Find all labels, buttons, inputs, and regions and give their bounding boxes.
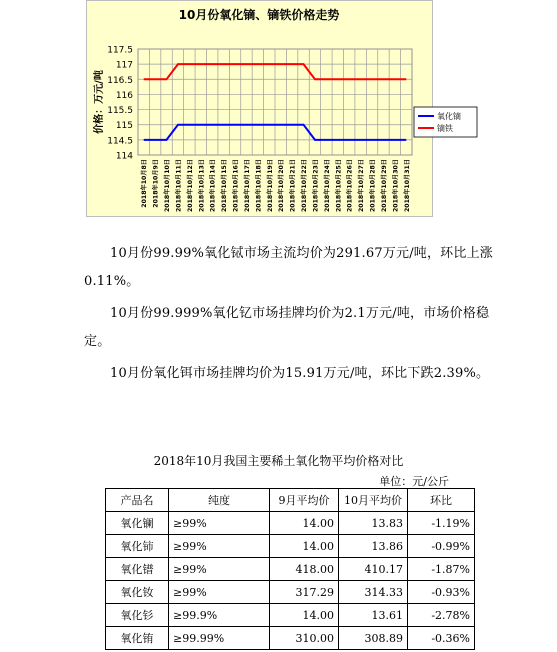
x-tick-label: 2018年10月22日 xyxy=(301,159,309,213)
x-tick-label: 2018年10月19日 xyxy=(266,159,274,213)
table-cell: -1.19% xyxy=(408,512,475,535)
table-cell: 氧化镧 xyxy=(106,512,169,535)
x-tick-label: 2018年10月30日 xyxy=(392,159,400,213)
table-row xyxy=(106,581,475,604)
x-tick-label: 2018年10月13日 xyxy=(198,159,206,213)
header-sept-price: 9月平均价 xyxy=(270,489,339,512)
table-cell: ≥99.99% xyxy=(169,627,270,650)
y-tick-label: 117 xyxy=(115,60,133,71)
table-cell: -0.93% xyxy=(408,581,475,604)
x-tick-label: 2018年10月14日 xyxy=(209,159,217,213)
table-cell: 氧化钐 xyxy=(106,604,169,627)
x-tick-label: 2018年10月9日 xyxy=(152,159,160,208)
x-tick-label: 2018年10月11日 xyxy=(175,159,183,213)
y-tick-label: 117.5 xyxy=(107,45,133,56)
y-tick-label: 116.5 xyxy=(107,75,133,86)
paragraph-yttrium xyxy=(84,300,494,356)
header-oct-price: 10月平均价 xyxy=(339,489,408,512)
table-cell: -2.78% xyxy=(408,604,475,627)
paragraph-terbium xyxy=(84,240,494,296)
table-unit: 单位：元/公斤 xyxy=(379,475,449,488)
x-tick-label: 2018年10月8日 xyxy=(141,159,149,208)
table-cell: 氧化钕 xyxy=(106,581,169,604)
y-tick-label: 115 xyxy=(115,121,133,132)
x-tick-label: 2018年10月20日 xyxy=(278,159,286,213)
x-tick-label: 2018年10月23日 xyxy=(312,159,320,213)
x-tick-label: 2018年10月28日 xyxy=(369,159,377,213)
paragraph-text: 10月份99.99%氧化铽市场主流均价为291.67万元/吨，环比上涨0.11%。 xyxy=(84,246,493,289)
y-tick-label: 114 xyxy=(115,151,133,162)
x-tick-label: 2018年10月12日 xyxy=(186,159,194,213)
table-cell: -0.99% xyxy=(408,535,475,558)
x-tick-label: 2018年10月29日 xyxy=(380,159,388,213)
header-purity: 纯度 xyxy=(169,489,270,512)
table-cell: 410.17 xyxy=(339,558,408,581)
table-cell: ≥99% xyxy=(169,512,270,535)
x-tick-label: 2018年10月17日 xyxy=(243,159,251,213)
legend-label: 氧化镝 xyxy=(437,112,461,121)
table-title: 2018年10月我国主要稀土氧化物平均价格对比 xyxy=(153,454,404,468)
price-trend-chart xyxy=(86,0,461,217)
x-tick-label: 2018年10月16日 xyxy=(232,159,240,213)
table-header-row xyxy=(106,489,475,512)
table-cell: 418.00 xyxy=(270,558,339,581)
x-tick-label: 2018年10月31日 xyxy=(403,159,411,213)
x-tick-label: 2018年10月18日 xyxy=(255,159,263,213)
x-tick-label: 2018年10月27日 xyxy=(358,159,366,213)
table-row xyxy=(106,627,475,650)
table-cell: 14.00 xyxy=(270,604,339,627)
x-tick-label: 2018年10月25日 xyxy=(335,159,343,213)
table-cell: 13.83 xyxy=(339,512,408,535)
y-tick-label: 116 xyxy=(115,90,133,101)
x-tick-label: 2018年10月26日 xyxy=(346,159,354,213)
table-cell: ≥99% xyxy=(169,581,270,604)
x-tick-label: 2018年10月10日 xyxy=(164,159,172,213)
legend-label: 镝铁 xyxy=(437,124,453,133)
table-row xyxy=(106,535,475,558)
chart-svg xyxy=(87,1,461,216)
y-tick-label: 115.5 xyxy=(107,106,133,117)
table-cell: -0.36% xyxy=(408,627,475,650)
x-tick-label: 2018年10月24日 xyxy=(323,159,331,213)
table-cell: 314.33 xyxy=(339,581,408,604)
paragraph-text: 10月份99.999%氧化钇市场挂牌均价为2.1万元/吨，市场价格稳定。 xyxy=(84,306,490,349)
table-cell: -1.87% xyxy=(408,558,475,581)
chart-title: 10月份氧化镝、镝铁价格走势 xyxy=(178,8,340,22)
table-cell: 14.00 xyxy=(270,535,339,558)
table-cell: ≥99.9% xyxy=(169,604,270,627)
table-row xyxy=(106,558,475,581)
table-cell: ≥99% xyxy=(169,535,270,558)
table-cell: 13.61 xyxy=(339,604,408,627)
table-cell: 氧化镨 xyxy=(106,558,169,581)
x-tick-label: 2018年10月21日 xyxy=(289,159,297,213)
table-cell: 氧化铈 xyxy=(106,535,169,558)
table-cell: ≥99% xyxy=(169,558,270,581)
table-cell: 氧化铕 xyxy=(106,627,169,650)
table-cell: 310.00 xyxy=(270,627,339,650)
table-cell: 13.86 xyxy=(339,535,408,558)
header-product: 产品名 xyxy=(106,489,169,512)
table-cell: 14.00 xyxy=(270,512,339,535)
y-tick-label: 114.5 xyxy=(107,136,133,147)
price-comparison-table xyxy=(105,488,475,650)
table-row xyxy=(106,604,475,627)
header-change: 环比 xyxy=(408,489,475,512)
y-axis-label: 价格：万元/吨 xyxy=(94,70,105,134)
table-cell: 308.89 xyxy=(339,627,408,650)
table-cell: 317.29 xyxy=(270,581,339,604)
x-tick-label: 2018年10月15日 xyxy=(221,159,229,213)
table-row xyxy=(106,512,475,535)
paragraph-text: 10月份氧化铒市场挂牌均价为15.91万元/吨，环比下跌2.39%。 xyxy=(110,366,490,381)
paragraph-erbium xyxy=(84,360,494,388)
